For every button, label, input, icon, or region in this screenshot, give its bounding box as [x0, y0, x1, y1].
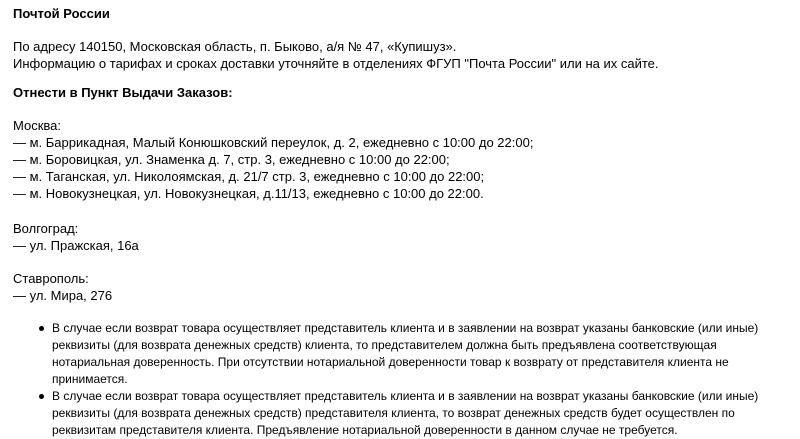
pickup-point: — м. Новокузнецкая, ул. Новокузнецкая, д.11/13, ежедневно с 10:00 до 22:00. [13, 186, 484, 201]
city-volgograd [13, 220, 800, 254]
note-line: В случае если возврат товара осуществляет представитель клиента и в заявлении на возврат указаны банковские (или иные) [52, 389, 759, 403]
note-line: реквизитам представителя клиента. Предъявление нотариальной доверенности в данном случае не требуется. [52, 423, 678, 437]
pickup-point: — ул. Мира, 276 [13, 288, 113, 303]
city-name: Ставрополь: [13, 271, 89, 286]
note-line: реквизиты (для возврата денежных средств) представителя клиента, то возврат денежных средств будет осуществлен по [52, 406, 735, 420]
pickup-point: — м. Боровицкая, ул. Знаменка д. 7, стр. 3, ежедневно с 10:00 до 22:00; [13, 152, 450, 167]
city-name: Волгоград: [13, 221, 79, 236]
post-details [13, 38, 800, 72]
note-line: нотариальная доверенность. При отсутствии нотариальной доверенности товар к возврату от представителя клиента не [52, 355, 729, 369]
note-line: принимается. [52, 372, 128, 386]
pickup-point: — ул. Пражская, 16а [13, 238, 139, 253]
city-moscow [13, 117, 800, 202]
pickup-point: — м. Таганская, ул. Николоямская, д. 21/7 стр. 3, ежедневно с 10:00 до 22:00; [13, 169, 485, 184]
post-heading: Почтой России [13, 6, 110, 21]
bullet-icon [39, 326, 44, 331]
pickup-heading: Отнести в Пункт Выдачи Заказов: [13, 85, 233, 100]
note-line: реквизиты (для возврата денежных средств) клиента, то представителем должна быть предъявлена соответствующая [52, 338, 717, 352]
note-line: В случае если возврат товара осуществляет представитель клиента и в заявлении на возврат указаны банковские (или иные) [52, 321, 759, 335]
bullet-icon [39, 394, 44, 399]
pickup-point: — м. Баррикадная, Малый Конюшковский переулок, д. 2, ежедневно с 10:00 до 22:00; [13, 135, 534, 150]
post-info: Информацию о тарифах и сроках доставки уточняйте в отделениях ФГУП "Почта России" или на их сайте. [13, 56, 659, 71]
list-item [39, 320, 800, 388]
city-name: Москва: [13, 118, 61, 133]
post-address: По адресу 140150, Московская область, п. Быково, а/я № 47, «Купишуз». [13, 39, 457, 54]
return-notes-list [13, 320, 800, 439]
list-item [39, 388, 800, 439]
city-stavropol [13, 270, 800, 304]
